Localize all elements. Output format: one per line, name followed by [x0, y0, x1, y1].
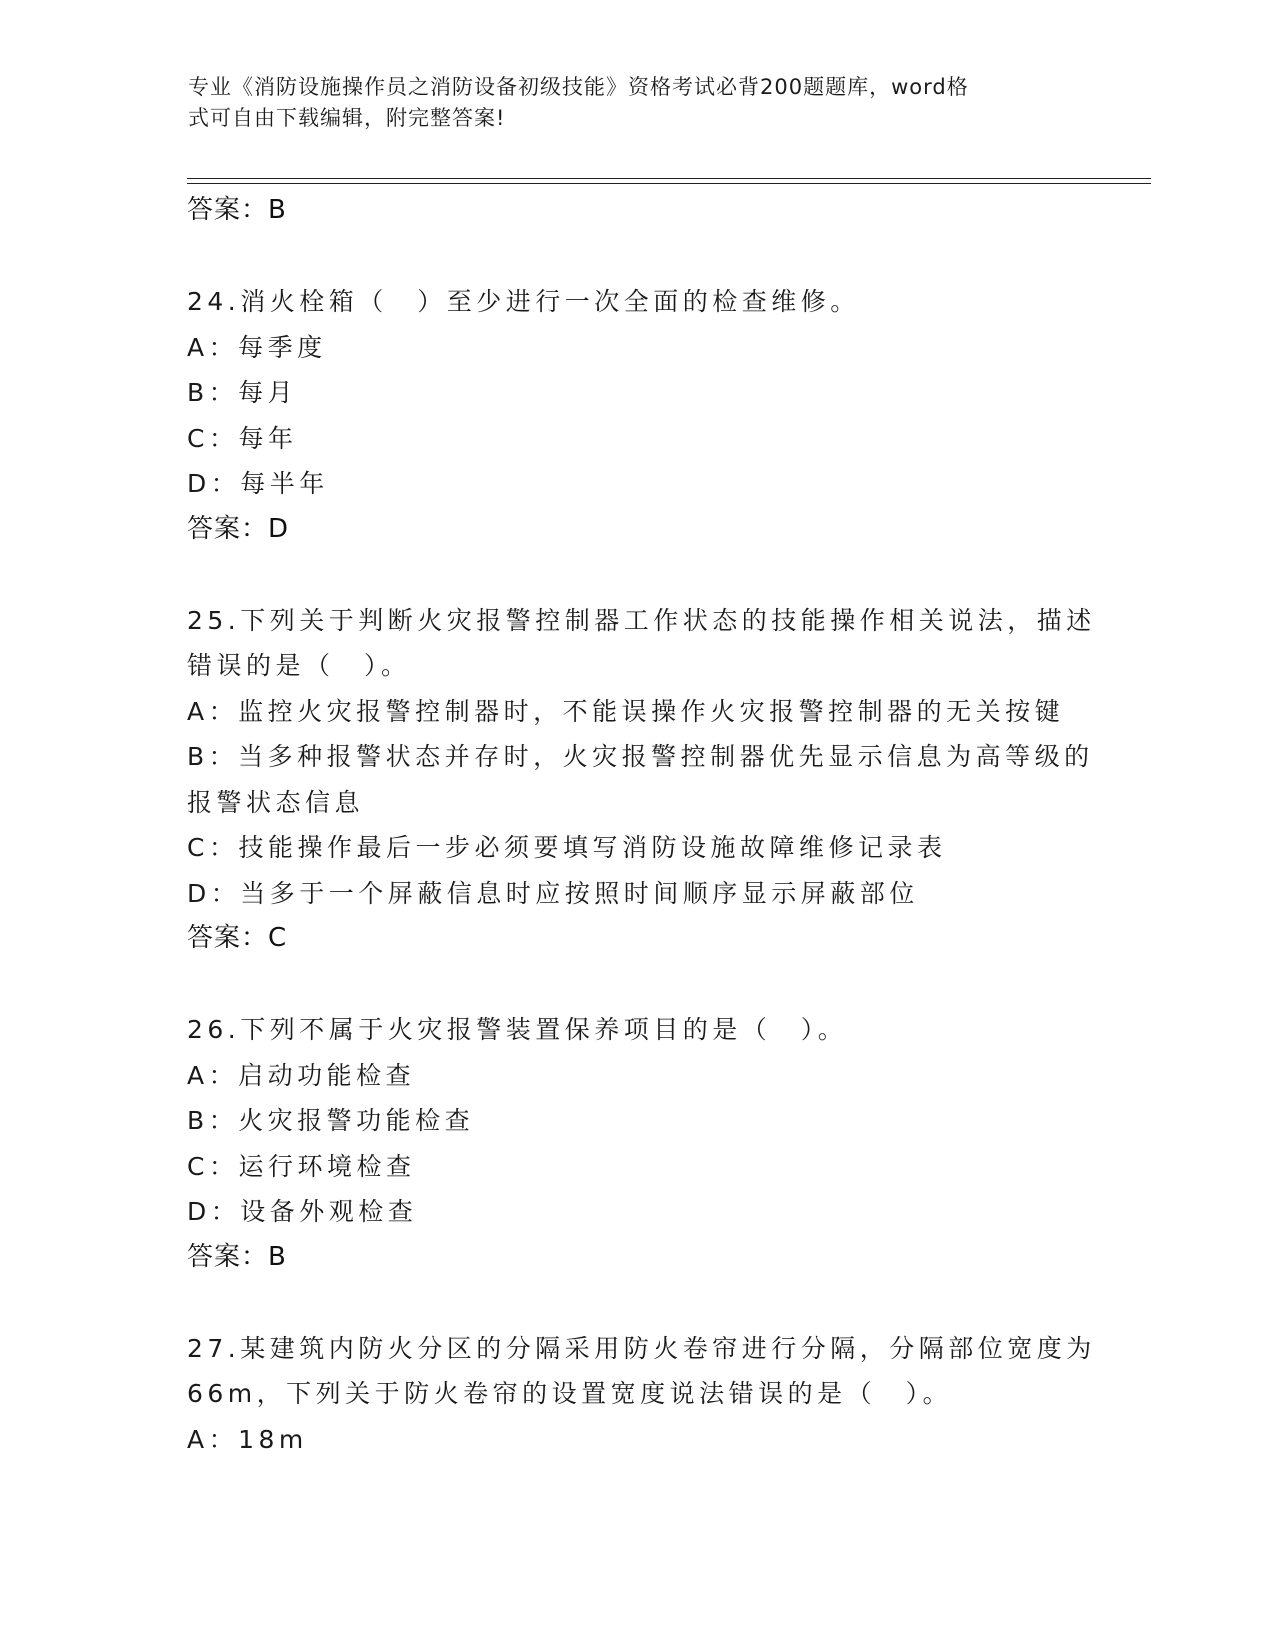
option-b: B：当多种报警状态并存时，火灾报警控制器优先显示信息为高等级的	[187, 742, 1094, 771]
question-stem-continued: 66m，下列关于防火卷帘的设置宽度说法错误的是（ ）。	[187, 1379, 953, 1408]
question-26	[187, 1007, 1087, 1280]
option-a: A：启动功能检查	[187, 1060, 416, 1090]
spacer	[187, 234, 1087, 280]
question-25	[187, 598, 1096, 962]
option-d: D：每半年	[187, 469, 329, 498]
answer: 答案：C	[187, 923, 288, 953]
header-divider-top	[187, 178, 1151, 179]
spacer	[187, 962, 1087, 1008]
option-a: A：18m	[187, 1424, 308, 1454]
option-b: B：火灾报警功能检查	[187, 1106, 475, 1135]
header-line-2: 式可自由下载编辑，附完整答案!	[188, 106, 506, 130]
previous-answer: 答案：B	[187, 195, 287, 225]
header-divider-bottom	[187, 183, 1151, 184]
question-stem: 24.消火栓箱（ ）至少进行一次全面的检查维修。	[187, 287, 860, 316]
answer: 答案：B	[187, 1241, 287, 1272]
header-line-1: 专业《消防设施操作员之消防设备初级技能》资格考试必背200题题库，word格	[188, 75, 969, 99]
question-stem: 26.下列不属于火灾报警装置保养项目的是（ ）。	[187, 1015, 848, 1044]
option-b-continued: 报警状态信息	[187, 787, 365, 817]
option-a: A：监控火灾报警控制器时，不能误操作火灾报警控制器的无关按键	[187, 696, 1065, 726]
question-24	[187, 279, 1087, 552]
option-a: A：每季度	[187, 332, 327, 362]
question-stem: 27.某建筑内防火分区的分隔采用防火卷帘进行分隔，分隔部位宽度为	[187, 1333, 1096, 1363]
option-c: C：每年	[187, 423, 298, 453]
spacer	[187, 552, 1087, 598]
question-stem-continued: 错误的是（ ）。	[187, 651, 411, 680]
document-header	[188, 72, 1068, 134]
question-27	[187, 1326, 1096, 1463]
option-d: D：当多于一个屏蔽信息时应按照时间顺序显示屏蔽部位	[187, 878, 919, 908]
option-b: B：每月	[187, 378, 298, 407]
spacer	[187, 1280, 1087, 1326]
option-c: C：技能操作最后一步必须要填写消防设施故障维修记录表	[187, 833, 947, 862]
option-c: C：运行环境检查	[187, 1151, 416, 1181]
question-list	[187, 188, 1096, 1462]
answer: 答案：D	[187, 513, 290, 544]
question-stem: 25.下列关于判断火灾报警控制器工作状态的技能操作相关说法，描述	[187, 605, 1096, 635]
option-d: D：设备外观检查	[187, 1197, 418, 1226]
